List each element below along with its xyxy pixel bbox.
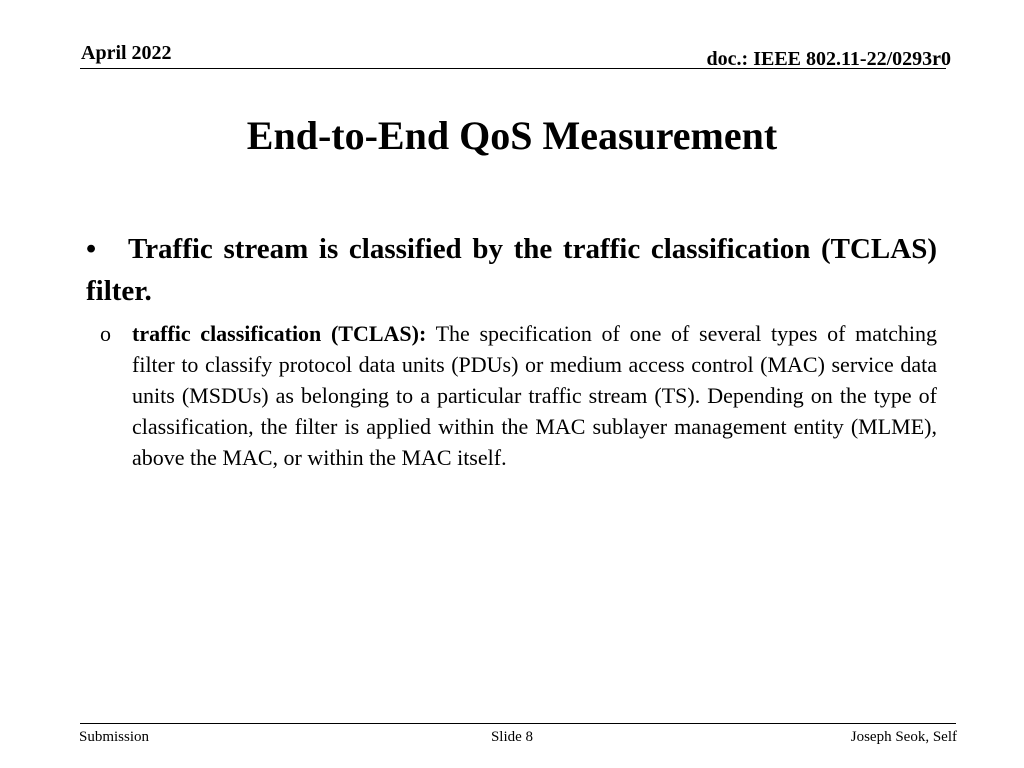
slide-title: End-to-End QoS Measurement	[246, 113, 778, 158]
header-divider	[80, 68, 946, 69]
header-doc-id: doc.: IEEE 802.11-22/0293r0	[706, 48, 951, 70]
definition-text: The specification of one of several types of matching filter to classify protocol data units (PDUs) or medium access control (MAC) service data units (MSDUs) as belonging to a particular traffic stream (TS). Depending on the type of classification, the filter is applied within the MAC sublayer management entity (MLME), above the MAC, or within the MAC itself.	[132, 321, 937, 470]
footer-author: Joseph Seok, Self	[850, 729, 957, 745]
bullet-item	[86, 228, 937, 312]
footer-submission: Submission	[79, 729, 150, 745]
sub-bullet-item	[86, 318, 937, 473]
slide-body	[86, 228, 937, 473]
header-date: April 2022	[81, 42, 172, 64]
definition-term: traffic classification (TCLAS):	[132, 321, 427, 346]
footer-divider	[80, 723, 956, 724]
bullet-marker: •	[86, 233, 97, 265]
footer-slide-number: Slide 8	[490, 729, 534, 745]
sub-bullet-marker: o	[100, 321, 111, 346]
bullet-text: Traffic stream is classified by the traffic classification (TCLAS) filter.	[86, 233, 937, 307]
